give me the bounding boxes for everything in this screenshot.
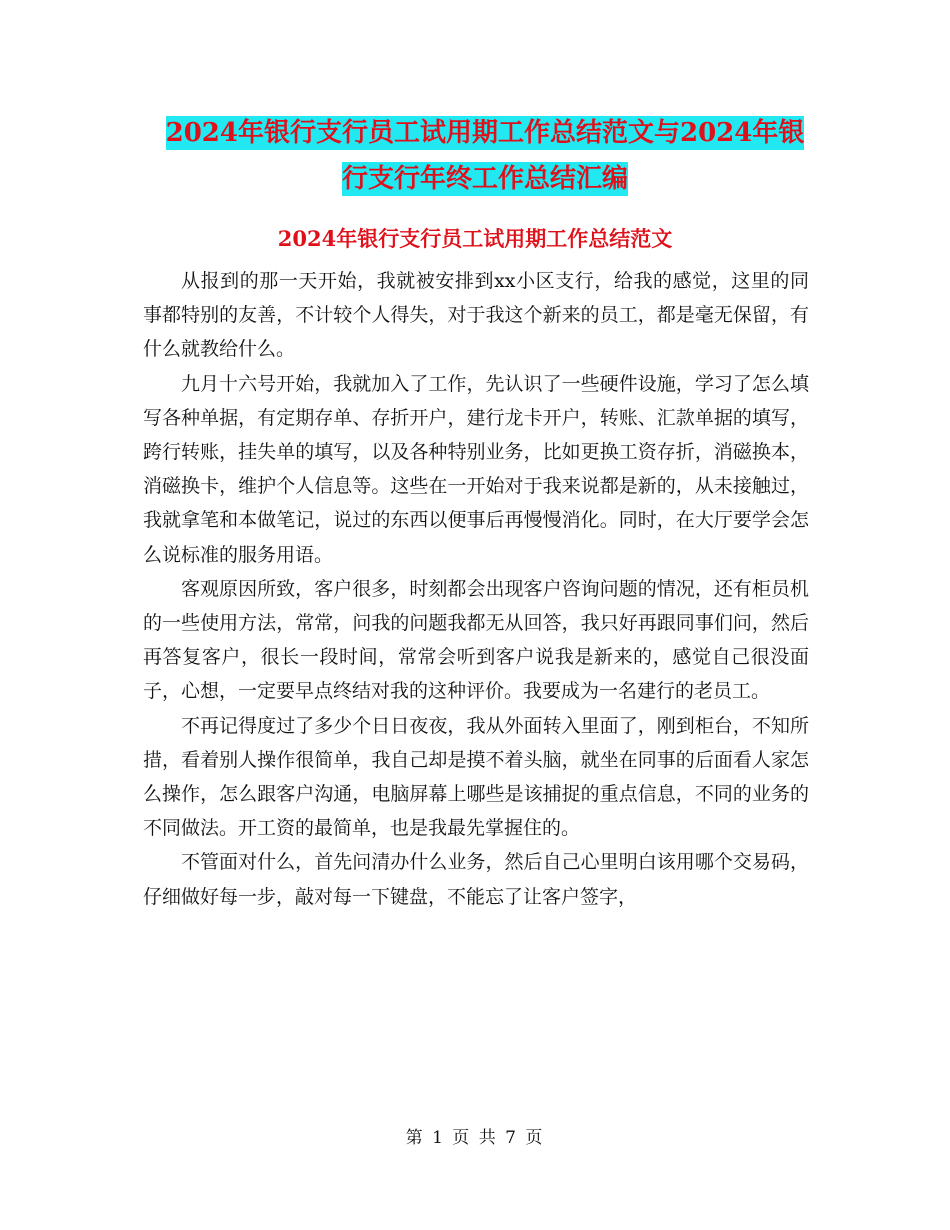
page-footer: 第 1 页 共 7 页 [405, 1128, 545, 1148]
paragraph: 不再记得度过了多少个日日夜夜，我从外面转入里面了，刚到柜台，不知所措，看着别人操作很简单，我自己却是摸不着头脑，就坐在同事的后面看人家怎么操作，怎么跟客户沟通，电脑屏幕上哪些是该捕捉的重点信息，不同的业务的不同做法。开工资的最简单，也是我最先掌握住的。 [143, 714, 809, 840]
paragraph: 九月十六号开始，我就加入了工作，先认识了一些硬件设施，学习了怎么填写各种单据，有定期存单、存折开户，建行龙卡开户，转账、汇款单据的填写，跨行转账，挂失单的填写，以及各种特别业务，比如更换工资存折，消磁换本，消磁换卡，维护个人信息等。这些在一开始对于我来说都是新的，从未接触过，我就拿笔和本做笔记，说过的东西以便事后再慢慢消化。同时，在大厅要学会怎么说标准的服务用语。 [143, 372, 809, 566]
document-title-line-2: 行支行年终工作总结汇编 [341, 164, 628, 194]
document-body [143, 264, 809, 914]
paragraph: 客观原因所致，客户很多，时刻都会出现客户咨询问题的情况，还有柜员机的一些使用方法，常常，问我的问题我都无从回答，我只好再跟同事们问，然后再答复客户，很长一段时间，常常会听到客户说我是新来的，感觉自己很没面子，心想，一定要早点终结对我的这种评价。我要成为一名建行的老员工。 [143, 577, 809, 703]
document-title-line-1: 2024年银行支行员工试用期工作总结范文与2024年银 [165, 118, 805, 148]
document-title [140, 110, 830, 202]
paragraph: 不管面对什么，首先问清办什么业务，然后自己心里明白该用哪个交易码，仔细做好每一步，敲对每一下键盘，不能忘了让客户签字， [143, 851, 809, 908]
section-title: 2024年银行支行员工试用期工作总结范文 [277, 226, 673, 251]
paragraph: 从报到的那一天开始，我就被安排到xx小区支行，给我的感觉，这里的同事都特别的友善，不计较个人得失，对于我这个新来的员工，都是毫无保留，有什么就教给什么。 [143, 270, 809, 361]
